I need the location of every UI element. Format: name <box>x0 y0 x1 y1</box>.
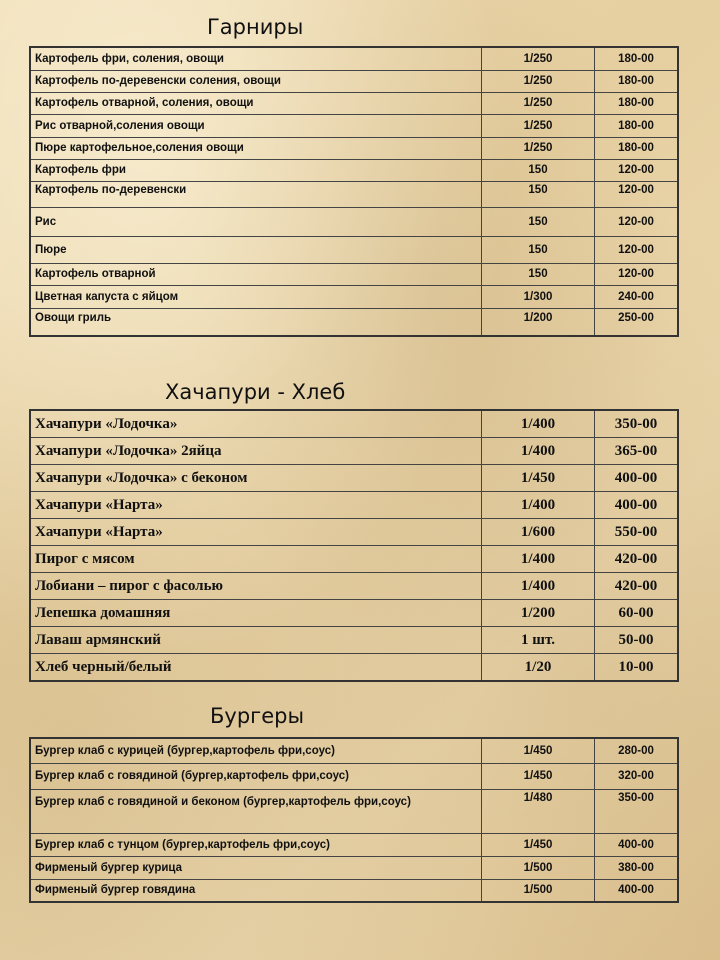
dish-name: Хачапури «Лодочка» с беконом <box>30 465 482 492</box>
dish-weight: 1/500 <box>482 879 595 902</box>
dish-price: 420-00 <box>595 573 679 600</box>
table-row <box>30 833 678 856</box>
dish-weight: 150 <box>482 159 595 181</box>
dish-name: Картофель отварной <box>30 263 482 285</box>
table-row <box>30 236 678 263</box>
table-row <box>30 654 678 682</box>
dish-weight: 1/250 <box>482 92 595 114</box>
section-title-burgers: Бургеры <box>210 704 305 728</box>
dish-price: 180-00 <box>595 70 679 92</box>
dish-name: Лаваш армянский <box>30 627 482 654</box>
section-title-garnish: Гарниры <box>207 15 304 39</box>
dish-name: Хачапури «Нарта» <box>30 492 482 519</box>
dish-name: Хлеб черный/белый <box>30 654 482 682</box>
table-row <box>30 438 678 465</box>
dish-price: 400-00 <box>595 833 679 856</box>
dish-weight: 150 <box>482 263 595 285</box>
table-row <box>30 546 678 573</box>
dish-name: Хачапури «Нарта» <box>30 519 482 546</box>
dish-name: Картофель фри <box>30 159 482 181</box>
dish-price: 120-00 <box>595 207 679 236</box>
dish-price: 400-00 <box>595 465 679 492</box>
dish-name: Овощи гриль <box>30 308 482 336</box>
dish-weight: 1/250 <box>482 114 595 137</box>
table-row <box>30 47 678 70</box>
dish-price: 120-00 <box>595 159 679 181</box>
dish-weight: 1/480 <box>482 789 595 833</box>
table-row <box>30 263 678 285</box>
dish-name: Пюре картофельное,соления овощи <box>30 137 482 159</box>
dish-name: Бургер клаб с курицей (бургер,картофель фри,соус) <box>30 738 482 763</box>
table-row <box>30 181 678 207</box>
dish-name: Пирог с мясом <box>30 546 482 573</box>
dish-price: 550-00 <box>595 519 679 546</box>
dish-price: 60-00 <box>595 600 679 627</box>
table-row <box>30 114 678 137</box>
table-row <box>30 879 678 902</box>
dish-weight: 150 <box>482 207 595 236</box>
table-row <box>30 600 678 627</box>
dish-price: 180-00 <box>595 92 679 114</box>
dish-weight: 1/400 <box>482 438 595 465</box>
menu-table-garnish <box>29 46 679 337</box>
dish-weight: 150 <box>482 181 595 207</box>
dish-name: Фирменый бургер курица <box>30 856 482 879</box>
dish-name: Хачапури «Лодочка» 2яйца <box>30 438 482 465</box>
dish-price: 180-00 <box>595 137 679 159</box>
table-row <box>30 92 678 114</box>
table-row <box>30 137 678 159</box>
dish-weight: 1/300 <box>482 285 595 308</box>
dish-weight: 1/450 <box>482 763 595 789</box>
dish-price: 365-00 <box>595 438 679 465</box>
table-row <box>30 856 678 879</box>
table-row <box>30 627 678 654</box>
dish-weight: 1/450 <box>482 465 595 492</box>
table-row <box>30 519 678 546</box>
dish-name: Цветная капуста с яйцом <box>30 285 482 308</box>
dish-weight: 1/500 <box>482 856 595 879</box>
dish-price: 400-00 <box>595 879 679 902</box>
dish-price: 280-00 <box>595 738 679 763</box>
section-title-khachapuri: Хачапури - Хлеб <box>165 380 346 404</box>
dish-weight: 150 <box>482 236 595 263</box>
table-row <box>30 159 678 181</box>
dish-name: Бургер клаб с тунцом (бургер,картофель фри,соус) <box>30 833 482 856</box>
menu-table-burgers <box>29 737 679 903</box>
dish-weight: 1/200 <box>482 600 595 627</box>
dish-price: 380-00 <box>595 856 679 879</box>
dish-price: 50-00 <box>595 627 679 654</box>
dish-name: Картофель по-деревенски соления, овощи <box>30 70 482 92</box>
table-row <box>30 70 678 92</box>
dish-weight: 1/400 <box>482 492 595 519</box>
dish-weight: 1/450 <box>482 833 595 856</box>
dish-price: 400-00 <box>595 492 679 519</box>
dish-name: Картофель фри, соления, овощи <box>30 47 482 70</box>
dish-weight: 1/250 <box>482 70 595 92</box>
menu-table-khachapuri <box>29 409 679 682</box>
dish-name: Рис отварной,соления овощи <box>30 114 482 137</box>
table-row <box>30 285 678 308</box>
dish-weight: 1/250 <box>482 47 595 70</box>
dish-weight: 1/400 <box>482 546 595 573</box>
dish-name: Бургер клаб с говядиной (бургер,картофель фри,соус) <box>30 763 482 789</box>
dish-weight: 1/400 <box>482 573 595 600</box>
dish-weight: 1 шт. <box>482 627 595 654</box>
dish-weight: 1/250 <box>482 137 595 159</box>
dish-name: Фирменый бургер говядина <box>30 879 482 902</box>
dish-weight: 1/20 <box>482 654 595 682</box>
table-row <box>30 207 678 236</box>
dish-price: 180-00 <box>595 47 679 70</box>
dish-name: Пюре <box>30 236 482 263</box>
table-row <box>30 763 678 789</box>
table-row <box>30 410 678 438</box>
dish-name: Картофель отварной, соления, овощи <box>30 92 482 114</box>
dish-name: Лепешка домашняя <box>30 600 482 627</box>
table-row <box>30 465 678 492</box>
dish-price: 120-00 <box>595 263 679 285</box>
dish-price: 350-00 <box>595 410 679 438</box>
dish-price: 350-00 <box>595 789 679 833</box>
dish-weight: 1/450 <box>482 738 595 763</box>
table-row <box>30 789 678 833</box>
dish-price: 420-00 <box>595 546 679 573</box>
dish-price: 320-00 <box>595 763 679 789</box>
dish-name: Рис <box>30 207 482 236</box>
table-row <box>30 573 678 600</box>
table-row <box>30 492 678 519</box>
table-row <box>30 308 678 336</box>
dish-weight: 1/600 <box>482 519 595 546</box>
dish-price: 180-00 <box>595 114 679 137</box>
dish-name: Хачапури «Лодочка» <box>30 410 482 438</box>
dish-price: 250-00 <box>595 308 679 336</box>
table-row <box>30 738 678 763</box>
dish-price: 240-00 <box>595 285 679 308</box>
dish-name: Картофель по-деревенски <box>30 181 482 207</box>
dish-name: Лобиани – пирог с фасолью <box>30 573 482 600</box>
dish-weight: 1/200 <box>482 308 595 336</box>
dish-price: 120-00 <box>595 236 679 263</box>
dish-price: 120-00 <box>595 181 679 207</box>
dish-price: 10-00 <box>595 654 679 682</box>
dish-name: Бургер клаб с говядиной и беконом (бургер,картофель фри,соус) <box>30 789 482 833</box>
dish-weight: 1/400 <box>482 410 595 438</box>
